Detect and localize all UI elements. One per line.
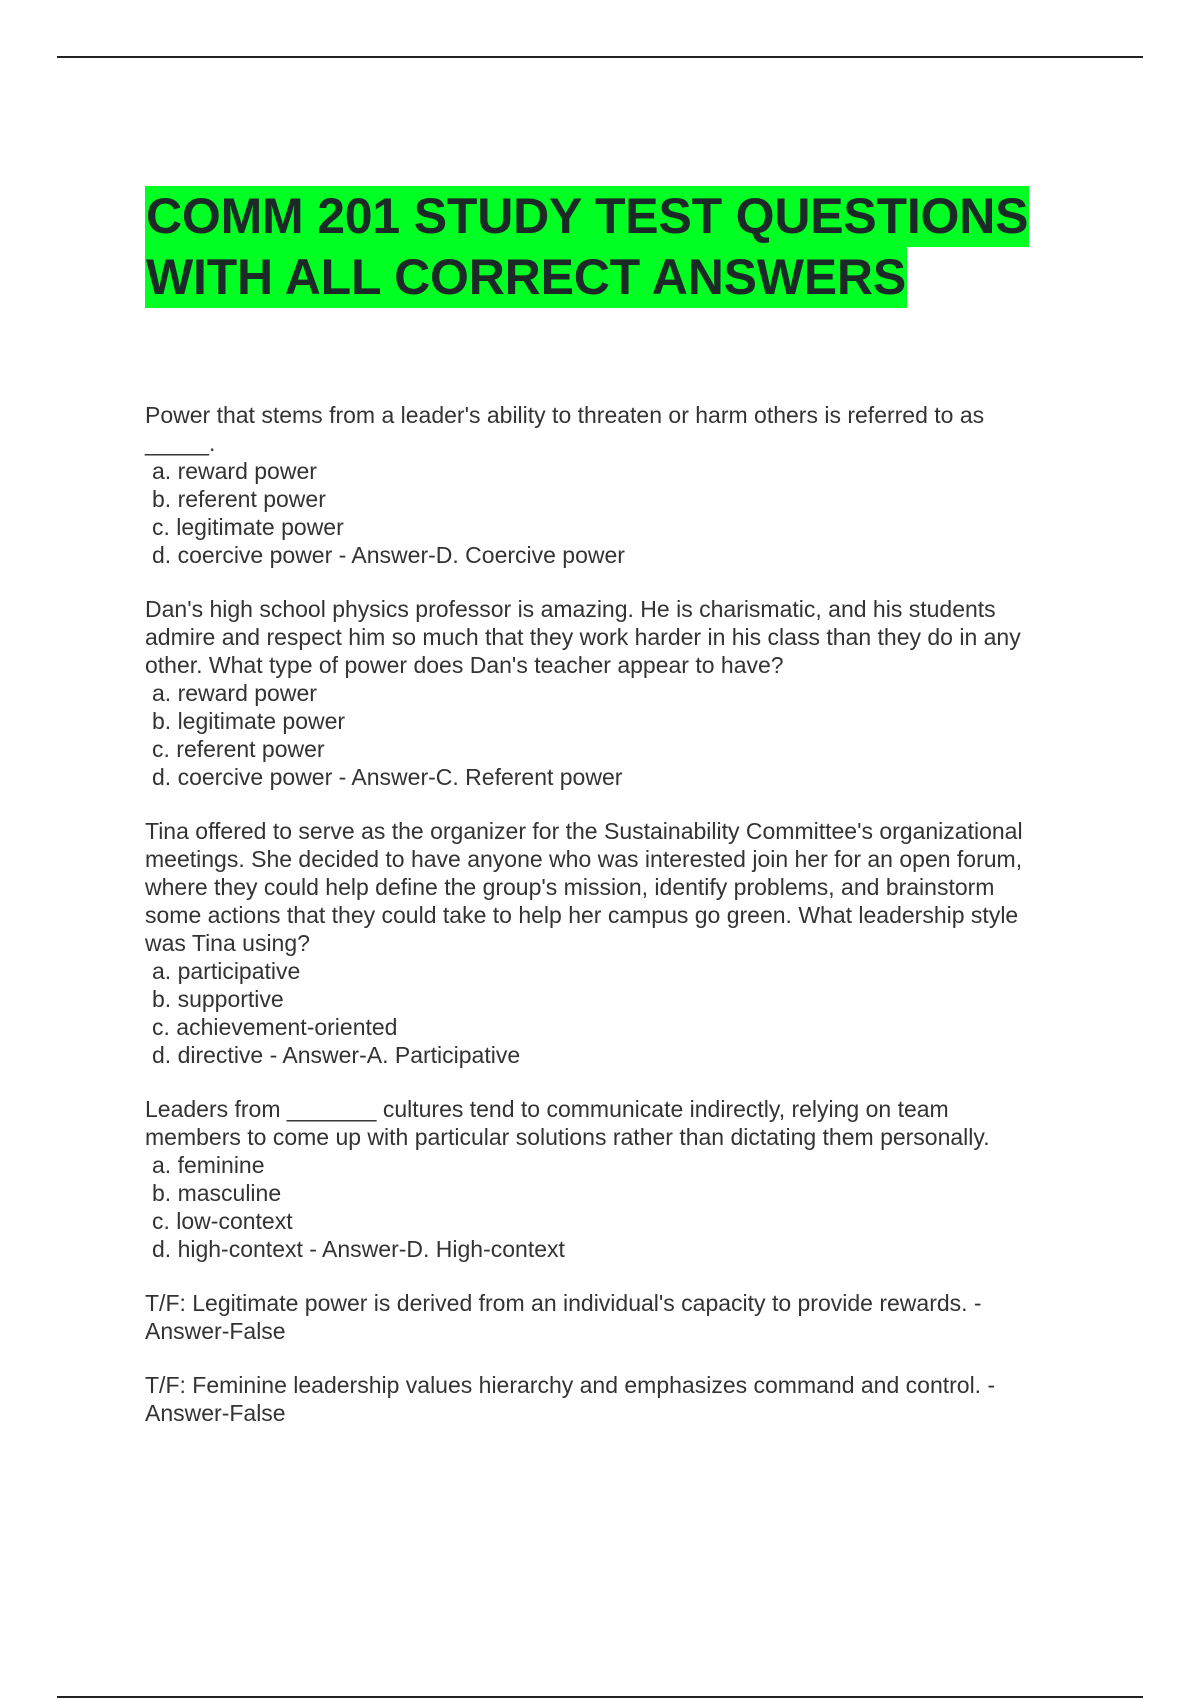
answer-option: a. participative <box>152 958 301 984</box>
answer-option-with-answer: d. high-context - Answer-D. High-context <box>152 1236 565 1262</box>
question-text-line: Dan's high school physics professor is amazing. He is charismatic, and his students <box>145 596 996 622</box>
question-block <box>145 401 1075 569</box>
title-line-2: WITH ALL CORRECT ANSWERS <box>145 247 907 308</box>
answer-option: a. reward power <box>152 680 317 706</box>
question-block-true-false <box>145 1289 1075 1345</box>
bottom-rule <box>57 1696 1143 1698</box>
question-text-line: admire and respect him so much that they work harder in his class than they do in any <box>145 624 1021 650</box>
answer-option: a. feminine <box>152 1152 265 1178</box>
question-text-line: other. What type of power does Dan's teacher appear to have? <box>145 652 784 678</box>
answer-option: b. supportive <box>152 986 284 1012</box>
question-answer-line: Answer-False <box>145 1318 286 1344</box>
question-answer-line: Answer-False <box>145 1400 286 1426</box>
question-block <box>145 595 1075 791</box>
answer-option: c. referent power <box>152 736 325 762</box>
title-line-1: COMM 201 STUDY TEST QUESTIONS <box>145 186 1029 247</box>
question-text-line: some actions that they could take to help her campus go green. What leadership style <box>145 902 1019 928</box>
answer-option: c. low-context <box>152 1208 293 1234</box>
answer-option-with-answer: d. coercive power - Answer-C. Referent power <box>152 764 623 790</box>
question-text-line: T/F: Legitimate power is derived from an individual's capacity to provide rewards. - <box>145 1290 982 1316</box>
answer-option: c. achievement-oriented <box>152 1014 398 1040</box>
question-block-true-false <box>145 1371 1075 1427</box>
question-text-line: meetings. She decided to have anyone who was interested join her for an open forum, <box>145 846 1023 872</box>
question-text-line: Tina offered to serve as the organizer for the Sustainability Committee's organizational <box>145 818 1023 844</box>
answer-option-with-answer: d. directive - Answer-A. Participative <box>152 1042 521 1068</box>
answer-option: b. referent power <box>152 486 326 512</box>
question-text-line: Power that stems from a leader's ability to threaten or harm others is referred to as <box>145 402 985 428</box>
document-title <box>145 186 1085 308</box>
answer-option: a. reward power <box>152 458 317 484</box>
answer-option: b. legitimate power <box>152 708 346 734</box>
questions-list <box>145 401 1075 1453</box>
question-text-line: where they could help define the group's mission, identify problems, and brainstorm <box>145 874 995 900</box>
top-rule <box>57 56 1143 58</box>
question-text-line: was Tina using? <box>145 930 310 956</box>
question-text-line: T/F: Feminine leadership values hierarchy and emphasizes command and control. - <box>145 1372 996 1398</box>
answer-option: b. masculine <box>152 1180 282 1206</box>
answer-option: c. legitimate power <box>152 514 344 540</box>
answer-option-with-answer: d. coercive power - Answer-D. Coercive power <box>152 542 625 568</box>
question-block <box>145 1095 1075 1263</box>
question-text-line: _____. <box>145 430 216 456</box>
question-block <box>145 817 1075 1069</box>
question-text-line: members to come up with particular solutions rather than dictating them personally. <box>145 1124 990 1150</box>
question-text-line: Leaders from _______ cultures tend to communicate indirectly, relying on team <box>145 1096 949 1122</box>
